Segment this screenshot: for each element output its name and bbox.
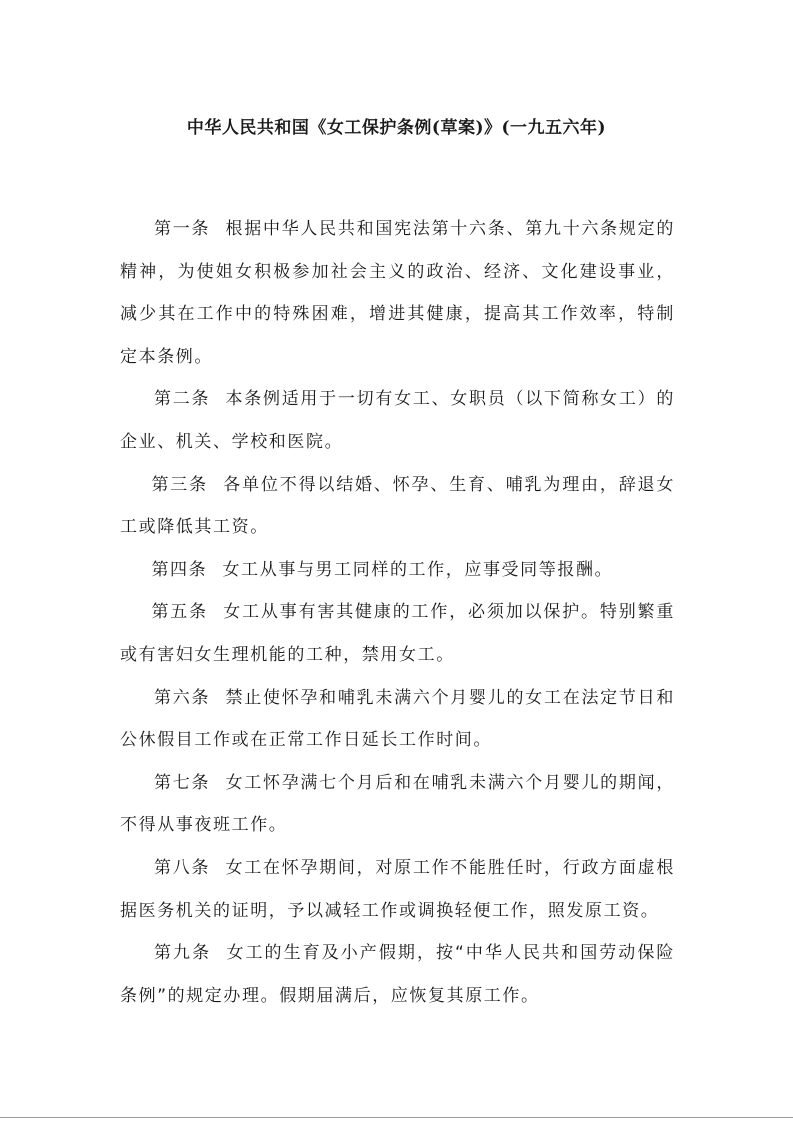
article-5 [120,591,675,676]
article-number: 第六条 [154,687,211,708]
article-6 [120,677,675,762]
article-1 [120,208,675,378]
article-text: 本条例适用于一切有女工、女职员（以下简称女工）的企业、机关、学校和医院。 [120,389,675,452]
article-number: 第八条 [154,857,211,878]
article-text: 女工从事有害其健康的工作，必须加以保护。特别繁重或有害妇女生理机能的工种，禁用女工。 [120,602,675,665]
article-text: 女工在怀孕期间，对原工作不能胜任时，行政方面虚根据医务机关的证明，予以减轻工作或调换轻便工作，照发原工资。 [120,857,675,921]
article-8 [120,847,675,932]
article-number: 第四条 [151,559,208,580]
article-number: 第三条 [151,474,208,495]
document-title: 中华人民共和国《女工保护条例(草案)》(一九五六年) [186,118,607,138]
article-4 [120,549,675,592]
article-text: 根据中华人民共和国宪法第十六条、第九十六条规定的精神，为使姐女积极参加社会主义的政治、经济、文化建设事业，减少其在工作中的特殊困难，增进其健康，提高其工作效率，特制定本条例。 [120,219,675,367]
document-body [120,208,675,1017]
article-number: 第五条 [151,602,208,623]
page-bottom-divider [0,1117,793,1118]
article-number: 第二条 [154,389,211,410]
article-7 [120,762,675,847]
article-2 [120,378,675,463]
article-text: 女工怀孕满七个月后和在哺乳未满六个月婴儿的期闻，不得从事夜班工作。 [120,772,675,836]
article-number: 第九条 [154,943,212,964]
article-9 [120,932,675,1017]
article-number: 第一条 [154,219,211,239]
article-number: 第七条 [154,772,211,793]
article-text: 禁止使怀孕和哺乳未满六个月婴儿的女工在法定节日和公休假目工作或在正常工作日延长工作时间。 [120,687,675,751]
article-text: 女工的生育及小产假期，按“中华人民共和国劳动保险条例”的规定办理。假期届满后，应恢复其原工作。 [120,943,675,1006]
article-text: 女工从事与男工同样的工作，应事受同等报酬。 [222,559,614,580]
article-3 [120,464,675,549]
article-text: 各单位不得以结婚、怀孕、生育、哺乳为理由，辞退女工或降低其工资。 [120,474,675,538]
